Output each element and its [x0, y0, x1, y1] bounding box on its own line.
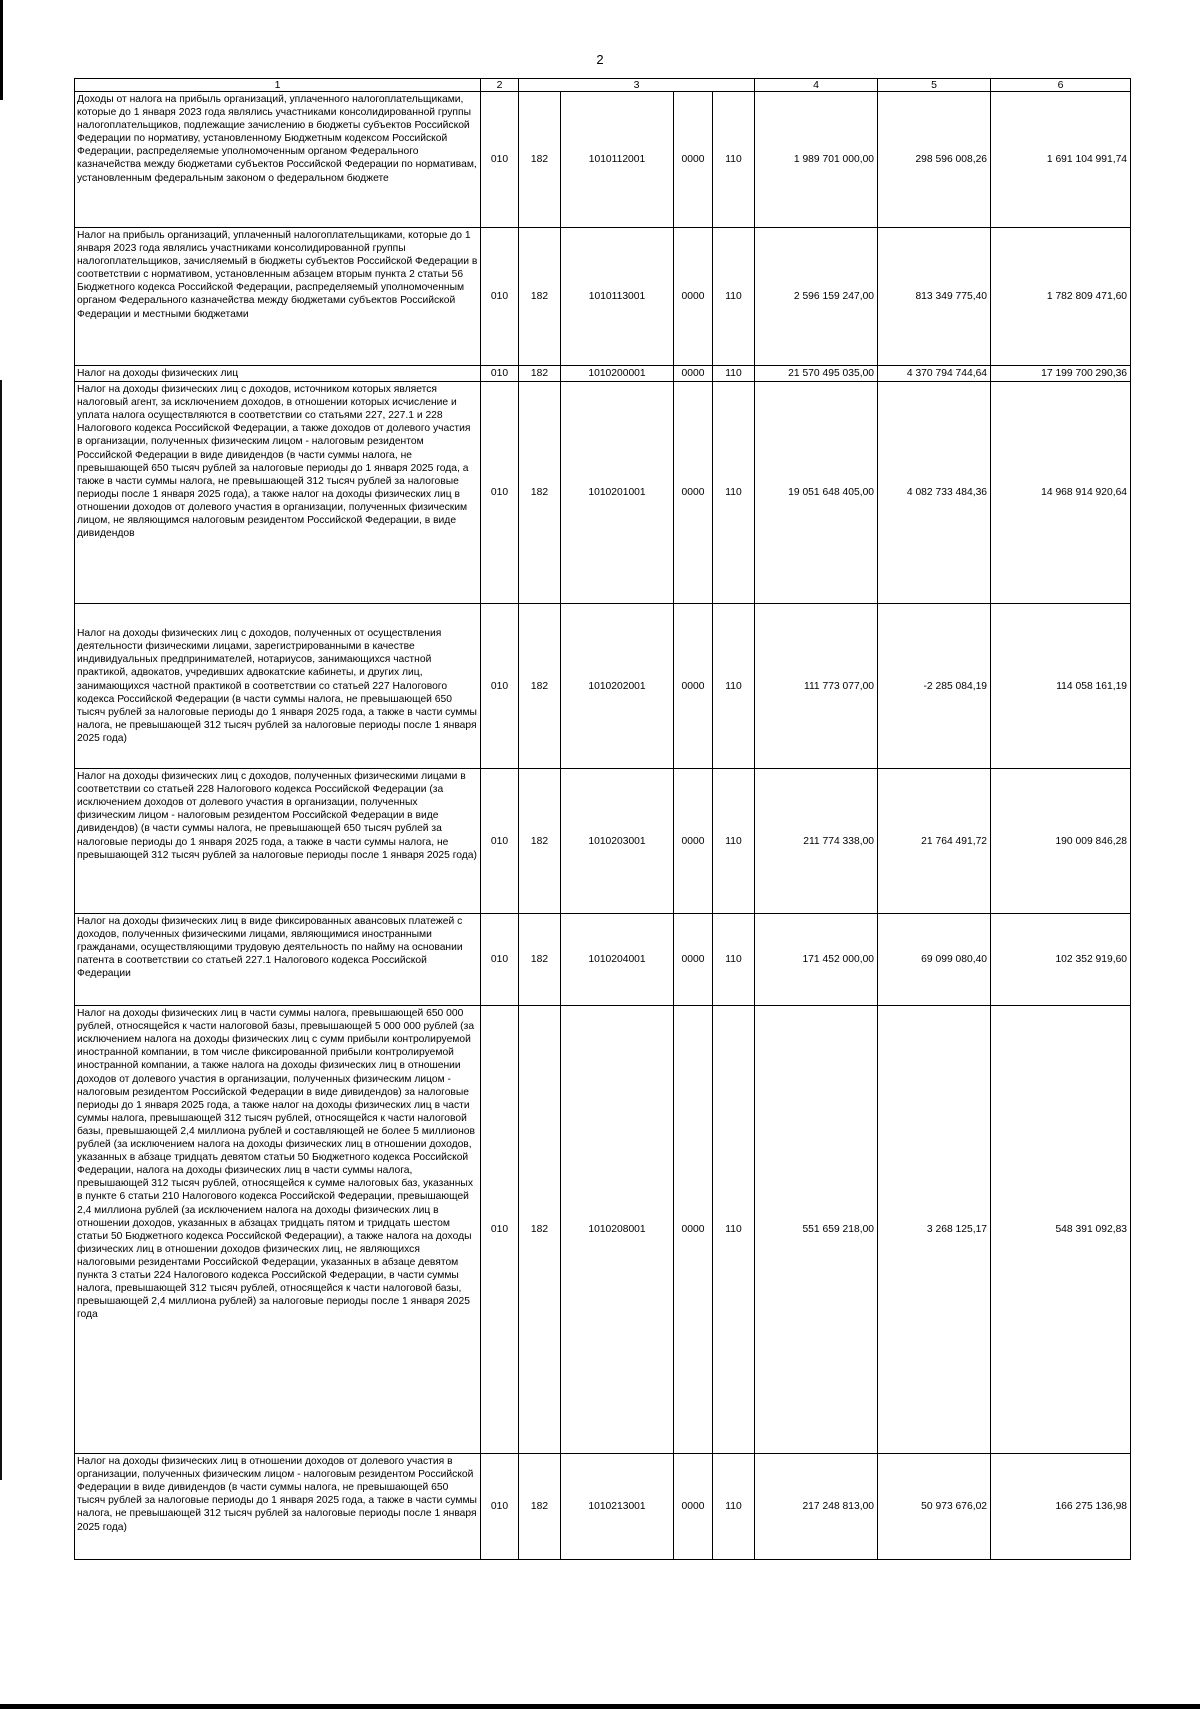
scan-edge-left	[0, 0, 3, 100]
row-line-code: 010	[481, 92, 519, 228]
row-line-code: 010	[481, 382, 519, 604]
row-line-code: 010	[481, 228, 519, 366]
row-executed-amount: 3 268 125,17	[878, 1006, 991, 1454]
table-row	[75, 228, 1131, 366]
row-approved-amount: 1 989 701 000,00	[755, 92, 878, 228]
row-kosgu-code: 110	[713, 1454, 755, 1560]
row-remaining-amount: 548 391 092,83	[991, 1006, 1131, 1454]
row-admin-code: 182	[519, 92, 561, 228]
row-kbk-code: 1010113001	[561, 228, 674, 366]
table-row	[75, 769, 1131, 914]
row-kbk-code: 1010200001	[561, 366, 674, 382]
row-approved-amount: 211 774 338,00	[755, 769, 878, 914]
table-row-total	[75, 366, 1131, 382]
row-kosgu-code: 110	[713, 1006, 755, 1454]
row-kosgu-code: 110	[713, 769, 755, 914]
table-row	[75, 92, 1131, 228]
row-approved-amount: 217 248 813,00	[755, 1454, 878, 1560]
row-name: Налог на доходы физических лиц в части суммы налога, превышающей 650 000 рублей, относящейся к части налоговой базы, превышающей 5 000 000 рублей (за исключением налога на доходы физических лиц с сумм прибыли контролируемой иностранной компании, в том числе фиксированной прибыли контролируемой иностранной компании, а также налога на доходы физических лиц в отношении доходов от долевого участия в организации, полученных физическим лицом - налоговым резидентом Российской Федерации в виде дивидендов) за налоговые периоды до 1 января 2025 года, а также налог на доходы физических лиц в части суммы налога, превышающей 312 тысяч рублей, относящейся к части налоговой базы, превышающей 2,4 миллиона рублей и составляющей не более 5 миллионов рублей (за исключением налога на доходы физических лиц в отношении доходов, указанных в абзаце тридцать девятом статьи 50 Бюджетного кодекса Российской Федерации, налога на доходы физических лиц в части суммы налога, превышающей 312 тысяч рублей, относящейся к сумме налоговых баз, указанных в пункте 6 статьи 210 Налогового кодекса Российской Федерации, превышающей 2,4 миллиона рублей (за исключением налога на доходы физических лиц в отношении доходов, указанных в абзацах тридцать пятом и тридцать шестом статьи 50 Бюджетного кодекса Российской Федерации), а также налога на доходы физических лиц в отношении доходов физических лиц, не являющихся налоговыми резидентами Российской Федерации, указанных в абзаце девятом пункта 3 статьи 224 Налогового кодекса Российской Федерации, в части суммы налога, превышающей 312 тысяч рублей, относящейся к части налоговой базы, превышающей 2,4 миллиона рублей) за налоговые периоды после 1 января 2025 года	[75, 1006, 481, 1454]
row-admin-code: 182	[519, 769, 561, 914]
row-name: Доходы от налога на прибыль организаций, уплаченного налогоплательщиками, которые до 1 января 2023 года являлись участниками консолидированной группы налогоплательщиков, подлежащие зачислению в бюджеты субъектов Российской Федерации по нормативу, установленному Бюджетным кодексом Российской Федерации, распределяемые уполномоченным органом Федерального казначейства между бюджетами субъектов Российской Федерации по нормативам, установленным федеральным законом о федеральном бюджете	[75, 92, 481, 228]
row-kosgu-code: 110	[713, 914, 755, 1006]
scan-edge-bottom	[0, 1704, 1200, 1709]
row-executed-amount: 21 764 491,72	[878, 769, 991, 914]
row-kosgu-code: 110	[713, 382, 755, 604]
row-admin-code: 182	[519, 1454, 561, 1560]
header-col-6: 6	[991, 79, 1131, 92]
row-kbk-code: 1010204001	[561, 914, 674, 1006]
row-name: Налог на доходы физических лиц в виде фиксированных авансовых платежей с доходов, полученных физическими лицами, являющимися иностранными гражданами, осуществляющими трудовую деятельность по найму на основании патента в соответствии со статьей 227.1 Налогового кодекса Российской Федерации	[75, 914, 481, 1006]
row-kbk-code: 1010203001	[561, 769, 674, 914]
header-col-5: 5	[878, 79, 991, 92]
row-name: Налог на доходы физических лиц с доходов, источником которых является налоговый агент, за исключением доходов, в отношении которых исчисление и уплата налога осуществляются в соответствии со статьями 227, 227.1 и 228 Налогового кодекса Российской Федерации, а также доходов от долевого участия в организации, полученных физическим лицом - налоговым резидентом Российской Федерации в виде дивидендов (в части суммы налога, не превышающей 650 тысяч рублей за налоговые периоды до 1 января 2025 года, а также в части суммы налога, не превышающей 312 тысяч рублей за налоговые периоды после 1 января 2025 года), а также налог на доходы физических лиц в отношении доходов от долевого участия в организации, полученных физическим лицом, не являющимся налоговым резидентом Российской Федерации, в виде дивидендов	[75, 382, 481, 604]
row-admin-code: 182	[519, 382, 561, 604]
row-remaining-amount: 102 352 919,60	[991, 914, 1131, 1006]
row-executed-amount: 4 370 794 744,64	[878, 366, 991, 382]
row-approved-amount: 111 773 077,00	[755, 604, 878, 769]
page-number: 2	[596, 52, 604, 67]
row-subtype-code: 0000	[674, 92, 713, 228]
row-kbk-code: 1010213001	[561, 1454, 674, 1560]
row-executed-amount: 813 349 775,40	[878, 228, 991, 366]
row-remaining-amount: 14 968 914 920,64	[991, 382, 1131, 604]
row-kosgu-code: 110	[713, 92, 755, 228]
table-row	[75, 382, 1131, 604]
row-kbk-code: 1010202001	[561, 604, 674, 769]
row-name: Налог на доходы физических лиц	[75, 366, 481, 382]
row-subtype-code: 0000	[674, 604, 713, 769]
row-admin-code: 182	[519, 366, 561, 382]
row-line-code: 010	[481, 1454, 519, 1560]
row-executed-amount: -2 285 084,19	[878, 604, 991, 769]
row-kbk-code: 1010201001	[561, 382, 674, 604]
row-kosgu-code: 110	[713, 228, 755, 366]
row-remaining-amount: 114 058 161,19	[991, 604, 1131, 769]
row-remaining-amount: 166 275 136,98	[991, 1454, 1131, 1560]
row-subtype-code: 0000	[674, 914, 713, 1006]
row-remaining-amount: 1 691 104 991,74	[991, 92, 1131, 228]
table-row	[75, 1006, 1131, 1454]
row-admin-code: 182	[519, 228, 561, 366]
header-col-2: 2	[481, 79, 519, 92]
table-row	[75, 914, 1131, 1006]
header-col-3: 3	[519, 79, 755, 92]
table-row	[75, 1454, 1131, 1560]
row-executed-amount: 4 082 733 484,36	[878, 382, 991, 604]
row-name: Налог на доходы физических лиц в отношении доходов от долевого участия в организации, полученных физическим лицом - налоговым резидентом Российской Федерации в виде дивидендов (в части суммы налога, не превышающей 650 тысяч рублей за налоговые периоды до 1 января 2025 года, а также в части суммы налога, не превышающей 312 тысяч рублей за налоговые периоды после 1 января 2025 года)	[75, 1454, 481, 1560]
row-approved-amount: 19 051 648 405,00	[755, 382, 878, 604]
row-kosgu-code: 110	[713, 366, 755, 382]
row-admin-code: 182	[519, 914, 561, 1006]
header-col-4: 4	[755, 79, 878, 92]
row-admin-code: 182	[519, 604, 561, 769]
row-kosgu-code: 110	[713, 604, 755, 769]
table-row	[75, 604, 1131, 769]
row-remaining-amount: 190 009 846,28	[991, 769, 1131, 914]
row-admin-code: 182	[519, 1006, 561, 1454]
row-name: Налог на доходы физических лиц с доходов, полученных от осуществления деятельности физическими лицами, зарегистрированными в качестве индивидуальных предпринимателей, нотариусов, занимающихся частной практикой, адвокатов, учредивших адвокатские кабинеты, и других лиц, занимающихся частной практикой в соответствии со статьей 227 Налогового кодекса Российской Федерации (в части суммы налога, не превышающей 650 тысяч рублей за налоговые периоды до 1 января 2025 года, а также в части суммы налога, не превышающей 312 тысяч рублей за налоговые периоды после 1 января 2025 года)	[75, 604, 481, 769]
row-name: Налог на доходы физических лиц с доходов, полученных физическими лицами в соответствии со статьей 228 Налогового кодекса Российской Федерации (за исключением доходов от долевого участия в организации, полученных физическим лицом - налоговым резидентом Российской Федерации в виде дивидендов) (в части суммы налога, не превышающей 650 тысяч рублей за налоговые периоды до 1 января 2025 года, а также в части суммы налога, не превышающей 312 тысяч рублей за налоговые периоды после 1 января 2025 года)	[75, 769, 481, 914]
row-subtype-code: 0000	[674, 1454, 713, 1560]
row-kbk-code: 1010112001	[561, 92, 674, 228]
column-number-header	[75, 79, 1131, 92]
header-col-1: 1	[75, 79, 481, 92]
row-remaining-amount: 17 199 700 290,36	[991, 366, 1131, 382]
row-subtype-code: 0000	[674, 366, 713, 382]
row-line-code: 010	[481, 769, 519, 914]
row-line-code: 010	[481, 1006, 519, 1454]
row-subtype-code: 0000	[674, 228, 713, 366]
row-approved-amount: 21 570 495 035,00	[755, 366, 878, 382]
row-subtype-code: 0000	[674, 1006, 713, 1454]
row-subtype-code: 0000	[674, 769, 713, 914]
row-subtype-code: 0000	[674, 382, 713, 604]
row-line-code: 010	[481, 914, 519, 1006]
row-line-code: 010	[481, 366, 519, 382]
row-name: Налог на прибыль организаций, уплаченный налогоплательщиками, которые до 1 января 2023 года являлись участниками консолидированной группы налогоплательщиков, зачисляемый в бюджеты субъектов Российской Федерации в соответствии с нормативом, установленным абзацем вторым пункта 2 статьи 56 Бюджетного кодекса Российской Федерации, распределяемый уполномоченным органом Федерального казначейства между бюджетами субъектов Российской Федерации и местными бюджетами	[75, 228, 481, 366]
scan-edge-left-lower	[0, 380, 2, 1480]
row-remaining-amount: 1 782 809 471,60	[991, 228, 1131, 366]
row-approved-amount: 551 659 218,00	[755, 1006, 878, 1454]
row-executed-amount: 69 099 080,40	[878, 914, 991, 1006]
row-executed-amount: 50 973 676,02	[878, 1454, 991, 1560]
row-executed-amount: 298 596 008,26	[878, 92, 991, 228]
revenue-table	[74, 78, 1131, 1560]
row-approved-amount: 2 596 159 247,00	[755, 228, 878, 366]
row-kbk-code: 1010208001	[561, 1006, 674, 1454]
row-approved-amount: 171 452 000,00	[755, 914, 878, 1006]
row-line-code: 010	[481, 604, 519, 769]
